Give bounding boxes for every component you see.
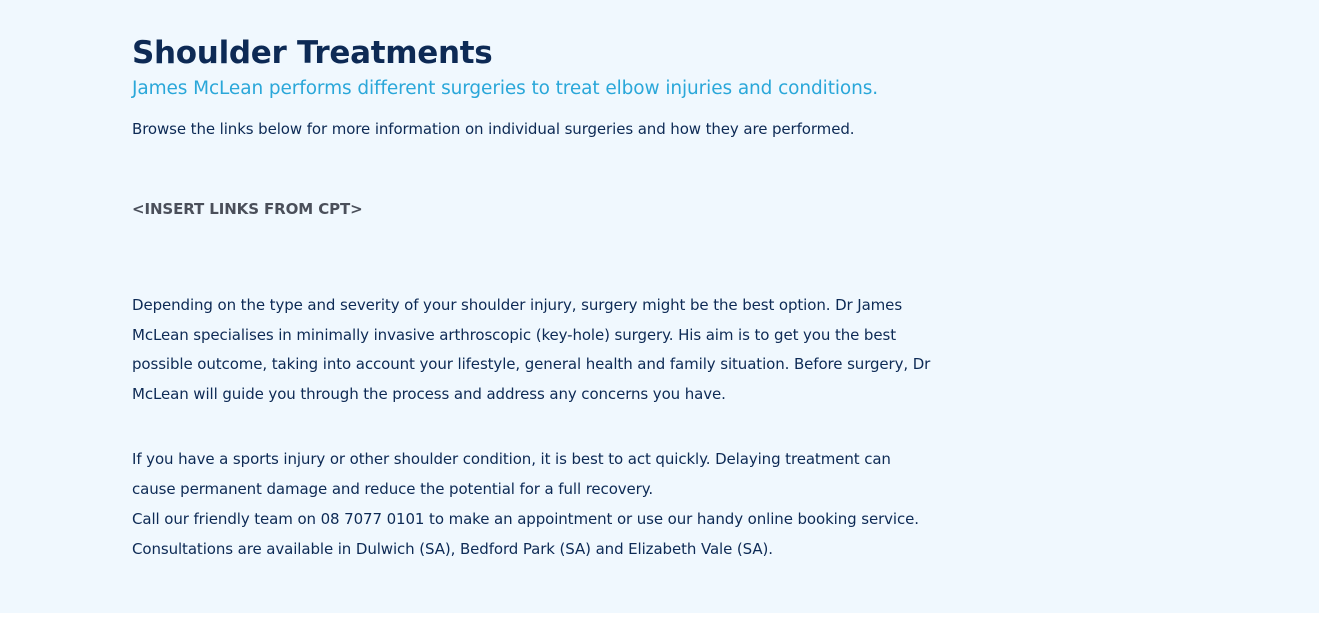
intro-text: Browse the links below for more information on individual surgeries and how they are performed. bbox=[132, 120, 855, 138]
paragraph-act-quickly: If you have a sports injury or other shoulder condition, it is best to act quickly. Delaying treatment can cause permanent damage and reduce the potential for a full recovery. bbox=[132, 450, 891, 498]
links-placeholder: <INSERT LINKS FROM CPT> bbox=[132, 200, 363, 218]
page-title: Shoulder Treatments bbox=[132, 35, 493, 71]
paragraph-surgery-info: Depending on the type and severity of your shoulder injury, surgery might be the best option. Dr James McLean specialises in minimally invasive arthroscopic (key-hole) surgery. His aim is to get you the best possible outcome, taking into account your lifestyle, general health and family situation. Before surgery, Dr McLean will guide you through the process and address any concerns you have. bbox=[132, 296, 931, 404]
paragraph-contact: Call our friendly team on 08 7077 0101 to make an appointment or use our handy online booking service. Consultations are available in Dulwich (SA), Bedford Park (SA) and Elizabeth Vale (SA). bbox=[132, 510, 919, 558]
page-subtitle: James McLean performs different surgeries to treat elbow injuries and conditions. bbox=[132, 78, 879, 99]
